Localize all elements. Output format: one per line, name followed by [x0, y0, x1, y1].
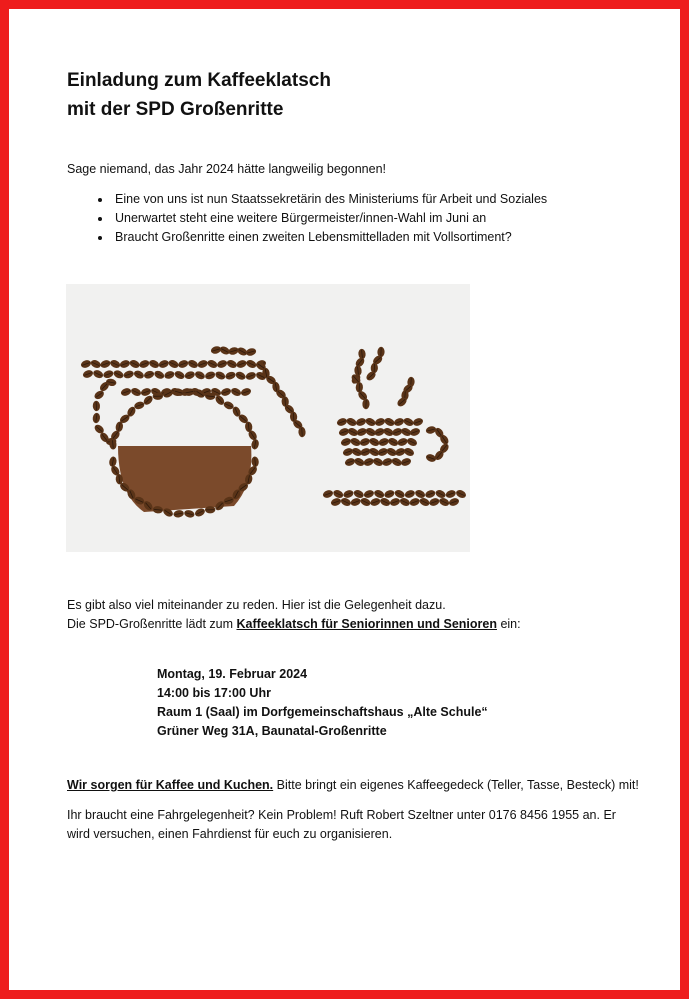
intro-text: Sage niemand, das Jahr 2024 hätte langweilig begonnen! — [67, 162, 386, 176]
catering-rest: Bitte bringt ein eigenes Kaffeegedeck (Teller, Tasse, Besteck) mit! — [273, 778, 639, 792]
page-title — [67, 66, 331, 124]
catering-paragraph — [67, 778, 639, 792]
invitation-paragraph — [67, 596, 521, 634]
event-address: Grüner Weg 31A, Baunatal-Großenritte — [157, 724, 387, 738]
event-time: 14:00 bis 17:00 Uhr — [157, 686, 271, 700]
list-item: • Braucht Großenritte einen zweiten Lebensmittelladen mit Vollsortiment? — [112, 228, 547, 247]
event-details — [157, 665, 488, 741]
invitation-line-2-suffix: ein: — [496, 617, 521, 631]
event-room: Raum 1 (Saal) im Dorfgemeinschaftshaus „Alte Schule“ — [157, 705, 488, 719]
title-line-1: Einladung zum Kaffeeklatsch — [67, 70, 331, 91]
event-name-highlight: Kaffeeklatsch für Seniorinnen und Senioren — [236, 617, 497, 631]
catering-emphasis: Wir sorgen für Kaffee und Kuchen. — [67, 778, 274, 792]
coffee-bean-photo — [66, 284, 470, 552]
invitation-line-2-prefix: Die SPD-Großenritte lädt zum — [67, 617, 237, 631]
transport-paragraph: Ihr braucht eine Fahrgelegenheit? Kein Problem! Ruft Robert Szeltner unter 0176 8456 1955 an. Er wird versuchen, einen Fahrdienst für euch zu organisieren. — [67, 808, 616, 841]
topic-list — [67, 190, 547, 247]
event-date: Montag, 19. Februar 2024 — [157, 667, 308, 681]
list-item: • Eine von uns ist nun Staatssekretärin des Ministeriums für Arbeit und Soziales — [112, 190, 547, 209]
list-item: • Unerwartet steht eine weitere Bürgermeister/innen-Wahl im Juni an — [112, 209, 547, 228]
coffee-pot-and-cup-illustration — [66, 284, 470, 552]
invitation-line-1: Es gibt also viel miteinander zu reden. Hier ist die Gelegenheit dazu. — [67, 598, 446, 612]
title-line-2: mit der SPD Großenritte — [67, 99, 284, 120]
